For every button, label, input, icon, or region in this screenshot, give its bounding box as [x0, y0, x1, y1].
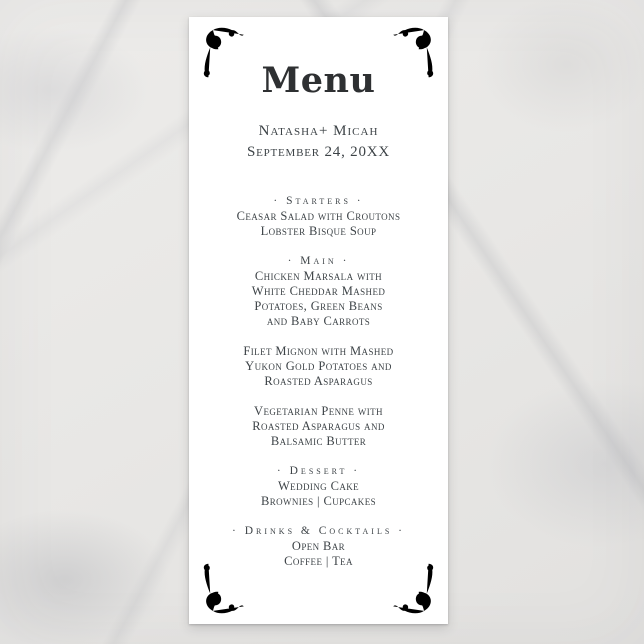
menu-line: Roasted Asparagus and [252, 419, 385, 433]
menu-line: Filet Mignon with Mashed [243, 344, 394, 358]
menu-line: Potatoes, Green Beans [254, 299, 383, 313]
menu-line: Yukon Gold Potatoes and [245, 359, 392, 373]
menu-line: Lobster Bisque Soup [260, 224, 377, 238]
menu-line: Coffee | Tea [284, 554, 353, 568]
menu-line: Open Bar [291, 539, 346, 553]
menu-line: White Cheddar Mashed [251, 284, 386, 298]
section-starters [205, 194, 432, 239]
couple-names: Natasha+ Micah [258, 123, 379, 139]
menu-sections [205, 194, 432, 569]
dish-group [205, 404, 432, 449]
section-main [205, 254, 432, 449]
menu-line: Balsamic Butter [270, 434, 367, 448]
corner-flourish-top-left-icon [193, 22, 251, 80]
menu-line: Ceasar Salad with Croutons [236, 209, 401, 223]
corner-flourish-top-right-icon [386, 22, 444, 80]
menu-line: Wedding Cake [277, 479, 360, 493]
section-dessert [205, 464, 432, 509]
section-heading-main: · Main · [287, 255, 350, 267]
menu-card [189, 17, 448, 624]
dish-group [205, 344, 432, 389]
corner-flourish-bottom-right-icon [386, 561, 444, 619]
dish-group [205, 269, 432, 329]
event-date: September 24, 20XX [246, 144, 391, 160]
section-heading-dessert: · Dessert · [276, 465, 361, 477]
menu-line: and Baby Carrots [266, 314, 371, 328]
dish-group [205, 479, 432, 509]
corner-flourish-bottom-left-icon [193, 561, 251, 619]
menu-line: Chicken Marsala with [254, 269, 383, 283]
menu-title: Menu [261, 60, 376, 101]
section-heading-starters: · Starters · [273, 195, 364, 207]
dish-group [205, 209, 432, 239]
menu-line: Brownies | Cupcakes [260, 494, 377, 508]
menu-line: Roasted Asparagus [264, 374, 373, 388]
section-heading-drinks: · Drinks & Cocktails · [232, 525, 405, 537]
menu-line: Vegetarian Penne with [254, 404, 383, 418]
